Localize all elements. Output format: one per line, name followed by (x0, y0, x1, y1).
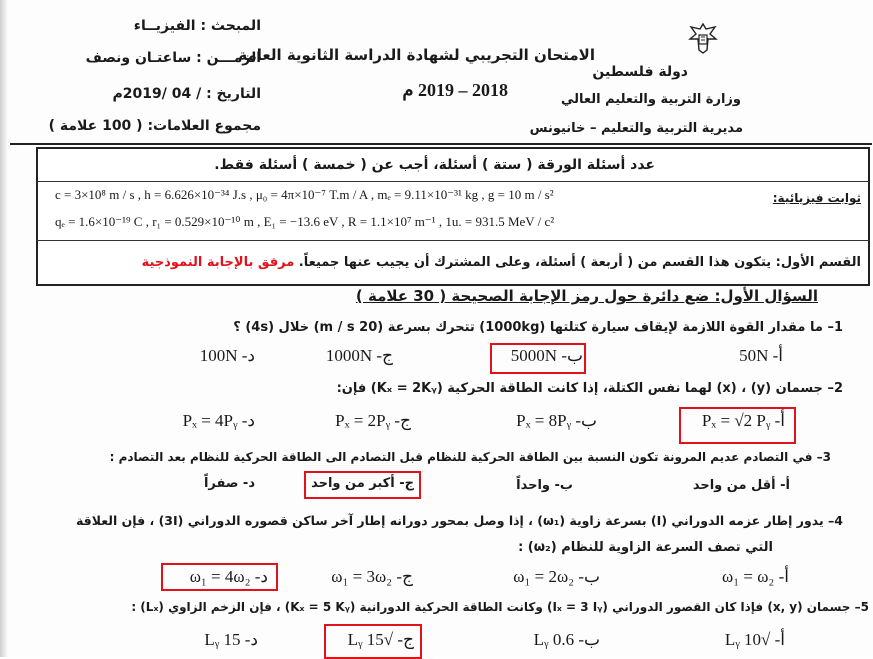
q2-option-d[interactable]: د- Pₓ = 4Pᵧ (182, 411, 255, 430)
date-line: التاريخ : / 04 /2019م (112, 86, 261, 102)
instructions-text: عدد أسئلة الورقة ( ستة ) أسئلة، أجب عن ( خمسة ) أسئلة فقط. (214, 157, 655, 173)
correct-answer-highlight (679, 407, 796, 444)
subject-line: المبحث : الفيزيــاء (133, 18, 261, 34)
q3-stem: 3– في التصادم عديم المرونة تكون النسبة بين الطاقة الحركية للنظام قبل التصادم الى الطاقة الحركية للنظام بعد التصادم : (109, 450, 831, 464)
duration-line: الزمـــن : ساعتـان ونصف (85, 50, 261, 66)
q1-option-a[interactable]: أ- 50N (739, 346, 783, 365)
q5-option-a[interactable]: أ- √10 Lᵧ (724, 630, 785, 649)
q4-stem: 4– يدور إطار عزمه الدوراني (I) بسرعة زاوية (ω₁) ، إذا وصل بمحور دورانه إطار آخر ساكن قصوره الدوراني (3I) ، فإن العلاقة (75, 513, 843, 528)
q5-option-b[interactable]: ب- 0.6 Lᵧ (533, 630, 600, 649)
correct-answer-highlight (161, 563, 278, 591)
q2-stem: 2– جسمان (y) ، (x) لهما نفس الكتلة، إذا كانت الطاقة الحركية (Kₓ = 2Kᵧ) فإن: (336, 381, 843, 396)
exam-title: الامتحان التجريبي لشهادة الدراسة الثانوية العامة (238, 46, 595, 64)
q5-stem: 5– جسمان (x, y) فإذا كان القصور الدوراني (Iₓ = 3 Iᵧ) وكانت الطاقة الحركية الدورانية (Kₓ = 5 Kᵧ) ، فإن الزخم الزاوي (Lₓ) : (131, 600, 869, 614)
directorate-name: مديرية التربية والتعليم – خانيونس (529, 121, 743, 136)
model-answer-note: مرفق بالإجابة النموذجية (141, 255, 295, 270)
q1-stem: 1– ما مقدار القوة اللازمة لإيقاف سيارة كتلتها (1000kg) تتحرك بسرعة (20 m / s) خلال (4s) ؟ (233, 320, 843, 335)
state-name: دولة فلسطين (592, 64, 688, 80)
q2-option-a[interactable]: أ- Pₓ = √2 Pᵧ (701, 411, 785, 430)
q4-stem-continued: التي تصف السرعة الزاوية للنظام (ω₂) : (518, 540, 773, 555)
correct-answer-highlight (490, 343, 586, 374)
q1-option-b[interactable]: ب- 5000N (510, 346, 583, 365)
q3-option-a[interactable]: أ- أقل من واحد (692, 478, 790, 493)
section1-text: القسم الأول: يتكون هذا القسم من ( أربعة ) أسئلة، وعلى المشترك أن يجيب عنها جميعاً. (298, 255, 861, 270)
q4-option-b[interactable]: ب- ω₁ = 2ω₂ (513, 567, 600, 586)
panel-separator (36, 181, 870, 182)
correct-answer-highlight (324, 624, 422, 659)
constants-line-1: c = 3×10⁸ m / s , h = 6.626×10⁻³⁴ J.s , μ₀ = 4π×10⁻⁷ T.m / A , mₑ = 9.11×10⁻³¹ kg , g = 10 m / s² (55, 187, 554, 202)
ministry-name: وزارة التربية والتعليم العالي (560, 92, 741, 107)
q4-option-c[interactable]: ج- ω₁ = 3ω₂ (331, 567, 413, 586)
q3-option-b[interactable]: ب- واحداً (516, 478, 573, 493)
q3-option-d[interactable]: د- صفراً (203, 476, 255, 491)
q5-option-c[interactable]: ج- √15 Lᵧ (347, 630, 414, 649)
page-edge-shadow (0, 0, 8, 657)
q2-option-c[interactable]: ج- Pₓ = 2Pᵧ (335, 411, 411, 430)
q3-option-c[interactable]: ج- أكبر من واحد (311, 476, 414, 491)
total-marks-line: مجموع العلامات: ( 100 علامة ) (48, 118, 261, 134)
panel-separator (36, 240, 870, 241)
q5-option-d[interactable]: د- 15 Lᵧ (204, 630, 258, 649)
q2-option-b[interactable]: ب- Pₓ = 8Pᵧ (516, 411, 597, 430)
palestine-eagle-emblem (688, 22, 718, 54)
section1-description (142, 255, 861, 270)
correct-answer-highlight (304, 471, 421, 499)
q4-option-d[interactable]: د- ω₁ = 4ω₂ (189, 567, 268, 586)
exam-year: 2018 – 2019 م (402, 80, 508, 100)
constants-label: ثوابت فيزيائية: (772, 191, 861, 205)
constants-line-2: qₑ = 1.6×10⁻¹⁹ C , r₁ = 0.529×10⁻¹⁰ m , E₁ = −13.6 eV , R = 1.1×10⁷ m⁻¹ , 1u. = 931.5 MeV / c² (55, 214, 555, 229)
header-divider (10, 143, 872, 145)
q1-option-c[interactable]: ج- 1000N (325, 346, 393, 365)
q4-option-a[interactable]: أ- ω₁ = ω₂ (722, 567, 789, 586)
question-1-title: السؤال الأول: ضع دائرة حول رمز الإجابة الصحيحة ( 30 علامة ) (355, 287, 818, 305)
q1-option-d[interactable]: د- 100N (199, 346, 255, 365)
